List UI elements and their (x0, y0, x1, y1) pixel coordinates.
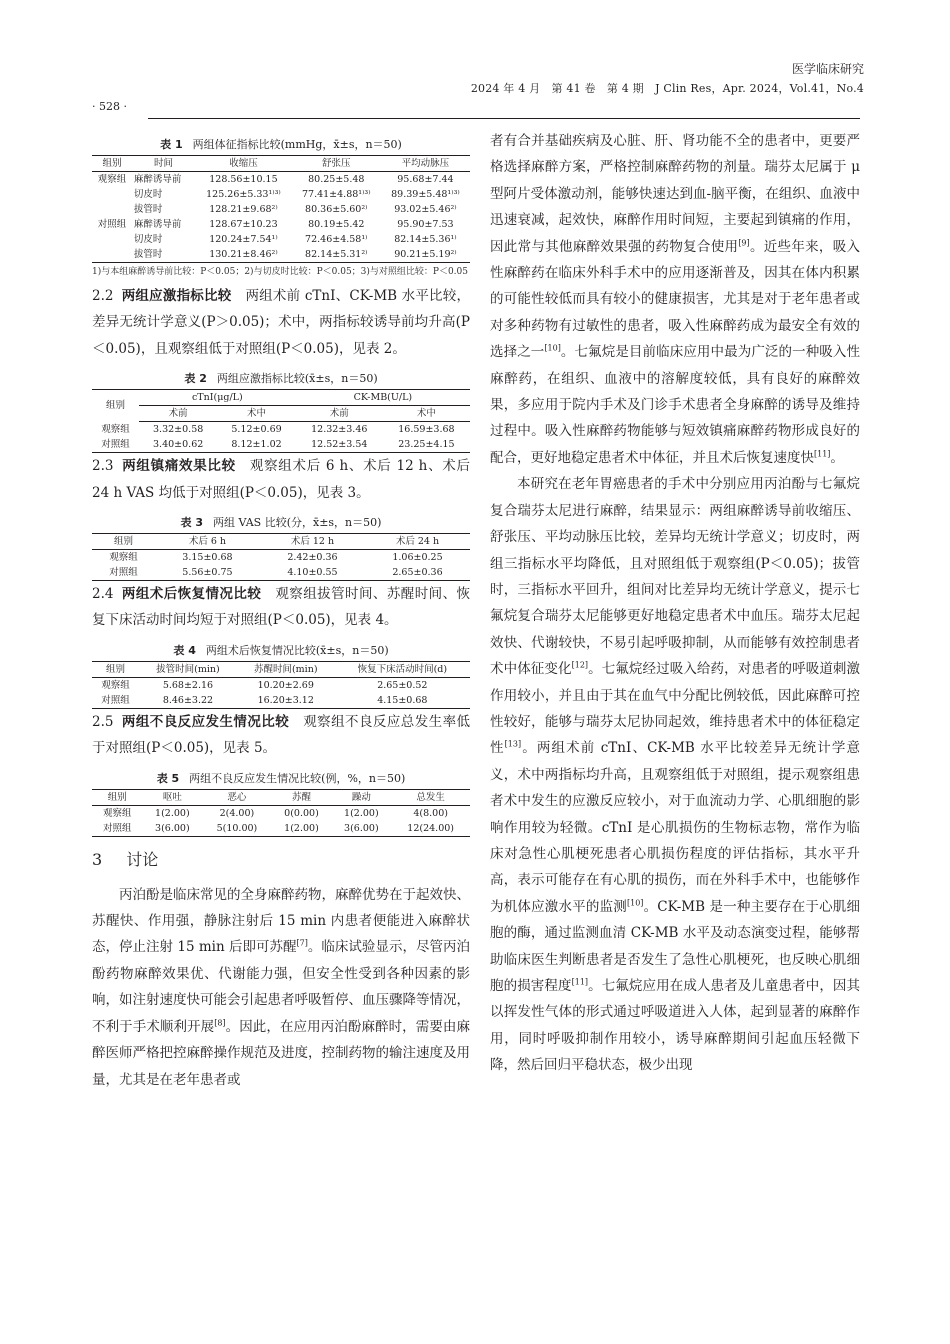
text-run: 。七氟烷经过吸入给药，对患者的呼吸道刺激作用较小，并且由于其在血气中分配比例较低，因此麻醉可控性较好，能够与瑞芬太尼协同起效，维持患者术中的体征稳定性 (490, 661, 861, 757)
section-2-2 (92, 283, 470, 362)
table-cell: 拔管时 (133, 204, 163, 215)
section-2-4-text: 观察组拔管时间、苏醒时间、恢复下床活动时间均短于对照组(P＜0.05)，见表 4。 (92, 586, 471, 629)
table-4-number: 表 4 (173, 643, 196, 657)
table-2-number: 表 2 (184, 372, 207, 386)
table-group-header: cTnI(μg/L) (139, 390, 296, 406)
table-cell: 麻醉诱导前 (133, 174, 182, 185)
table-header-cell: 组别 (92, 534, 155, 550)
table-cell: 12(24.00) (391, 821, 470, 837)
table-cell: 89.39±5.48¹⁾³⁾ (391, 189, 460, 200)
table-group-header: CK-MB(U/L) (296, 390, 470, 406)
table-1-footnote: 1)与本组麻醉诱导前比较：P＜0.05；2)与切皮时比较：P＜0.05；3)与对照组比较：P＜0.05 (92, 267, 468, 277)
table-row (92, 821, 470, 837)
table-cell: 128.67±10.23 (209, 219, 278, 230)
table-3-caption (92, 514, 470, 530)
section-title: 两组应激指标比较 (121, 288, 232, 304)
table-cell: 对照组 (97, 219, 127, 230)
table-header-cell: 术中 (383, 406, 470, 422)
table-cell: 麻醉诱导前 (133, 219, 182, 230)
table-cell: 对照组 (92, 437, 139, 453)
table-header-cell: 恢复下床活动时间(d) (335, 661, 470, 677)
table-cell: 1.06±0.25 (392, 552, 443, 564)
table-cell: 5.12±0.69 (231, 424, 282, 436)
table-row (92, 693, 470, 709)
text-run: 者有合并基础疾病及心脏、肝、肾功能不全的患者中，更要严格选择麻醉方案，严格控制麻醉药物的剂量。瑞芬太尼属于 μ 型阿片受体激动剂，能够快速达到血-脑平衡，在组织、血液中迅速衰减，起效快，麻醉作用时间短，主要起到镇痛的作用，因此常与其他麻醉效果强的药物复合使用 (490, 133, 860, 255)
table-cell: 128.21±9.68²⁾ (209, 204, 278, 215)
table-4-header-row (92, 661, 470, 677)
table-header-cell: 苏醒时间(min) (237, 661, 335, 677)
table-cell: 16.20±3.12 (237, 693, 335, 709)
table-row (92, 202, 470, 217)
table-cell: 130.21±8.46²⁾ (195, 247, 292, 263)
table-1-caption (92, 136, 470, 152)
table-cell: 观察组 (101, 679, 130, 691)
table-header-cell: 术后 24 h (365, 534, 470, 550)
text-run: 。七氟烷是目前临床应用中最为广泛的一种吸入性麻醉药，在组织、血液中的溶解度较低，具有良好的麻醉效果，多应用于院内手术及门诊手术患者全身麻醉的诱导及维持过程中。吸入性麻醉药物能够与短效镇痛麻醉药物形成良好的配合，更好地稳定患者术中体征，并且术后恢复速度快 (490, 344, 861, 466)
table-cell: 8.12±1.02 (217, 437, 295, 453)
section-title: 讨论 (126, 849, 159, 869)
citation: [12] (571, 660, 589, 670)
section-title: 两组镇痛效果比较 (121, 458, 236, 475)
table-header-cell: 平均动脉压 (381, 156, 470, 172)
table-cell: 切皮时 (133, 234, 163, 245)
table-4-caption (92, 642, 470, 658)
table-5 (92, 789, 470, 837)
discussion-paragraph (92, 882, 470, 1093)
table-row (92, 437, 470, 453)
table-cell: 12.32±3.46 (311, 424, 368, 436)
table-cell: 80.25±5.48 (308, 174, 365, 185)
table-2-caption (92, 370, 470, 386)
section-title: 两组术后恢复情况比较 (121, 586, 262, 603)
table-cell: 2(4.00) (219, 807, 255, 819)
section-2-5-text: 观察组不良反应总发生率低于对照组(P＜0.05)，见表 5。 (92, 713, 471, 757)
table-row (92, 172, 470, 188)
table-cell: 拔管时 (132, 247, 195, 263)
table-cell: 4.10±0.55 (260, 565, 365, 581)
table-3-title: 两组 VAS 比较(分，x̄±s，n＝50) (213, 516, 382, 530)
table-cell: 5.56±0.75 (155, 565, 260, 581)
citation: [13] (504, 739, 522, 749)
table-cell: 93.02±5.46²⁾ (394, 204, 457, 215)
table-cell: 对照组 (92, 693, 139, 709)
table-cell: 观察组 (109, 552, 138, 564)
table-cell: 80.36±5.60²⁾ (305, 204, 368, 215)
page-number: · 528 · (92, 100, 127, 113)
section-2-3 (92, 453, 470, 506)
table-cell: 2.65±0.36 (365, 565, 470, 581)
table-row (92, 217, 470, 232)
table-cell: 3.15±0.68 (182, 552, 233, 564)
table-4 (92, 661, 470, 709)
table-cell: 125.26±5.33¹⁾³⁾ (206, 189, 281, 200)
table-cell: 82.14±5.36¹⁾ (394, 234, 457, 245)
table-cell: 90.21±5.19²⁾ (381, 247, 470, 263)
table-cell: 5.68±2.16 (162, 679, 214, 691)
table-cell: 10.20±2.69 (257, 679, 314, 691)
section-number: 3 (92, 849, 103, 869)
section-title: 两组不良反应发生情况比较 (121, 713, 290, 730)
table-header-cell: 苏醒 (272, 789, 332, 805)
section-2-3-text: 观察组术后 6 h、术后 12 h、术后 24 h VAS 均低于对照组(P＜0.05)，见表 3。 (92, 458, 471, 501)
table-cell: 观察组 (102, 807, 132, 819)
citation: [11] (571, 977, 589, 987)
table-cell: 0(0.00) (284, 807, 319, 819)
section-2-4-heading (92, 586, 261, 602)
text-run: 。七氟烷应用在成人患者及儿童患者中，因其以挥发性气体的形式通过呼吸道进入人体，起到显著的麻醉作用，同时呼吸抑制作用较小，诱导麻醉期间引起血压轻微下降，然后回归平稳状态，极少出现 (490, 978, 861, 1074)
text-run: 。 (830, 449, 844, 466)
section-number: 2.4 (92, 586, 114, 603)
table-cell: 1(2.00) (155, 807, 190, 819)
journal-name: 医学临床研究 (791, 62, 864, 76)
table-header-cell: 总发生 (391, 789, 470, 805)
table-1 (92, 155, 470, 263)
table-cell: 82.14±5.31²⁾ (292, 247, 381, 263)
table-1-header-row (92, 156, 470, 172)
table-row (92, 232, 470, 247)
table-cell: 对照组 (92, 821, 142, 837)
table-cell: 3.40±0.62 (139, 437, 217, 453)
table-cell: 5(10.00) (202, 821, 271, 837)
table-1-number: 表 1 (160, 138, 183, 151)
table-5-caption (92, 770, 470, 786)
table-cell: 4.15±0.68 (335, 693, 470, 709)
table-2-header-row (92, 390, 470, 406)
table-cell: 95.90±7.53 (397, 219, 454, 230)
section-number: 2.2 (92, 288, 114, 304)
section-2-2-text: 两组术前 cTnI、CK-MB 水平比较，差异无统计学意义(P＞0.05)；术中，两指标较诱导前均升高(P＜0.05)，且观察组低于对照组(P＜0.05)，见表 2。 (92, 288, 470, 357)
text-run: 。两组术前 cTnI、CK-MB 水平比较差异无统计学意义，术中两指标均升高，且观察组低于对照组，提示观察组患者术中发生的应激反应较小，对于血流动力学、心肌细胞的影响作用较为轻微。cTnI 是心肌损伤的生物标志物，常作为临床对急性心肌梗死患者心肌损伤程度的评估指标，其水平升高，表示可能存在有心肌的损伤，而在外科手术中，也能够作为机体应激水平的监测 (490, 740, 861, 915)
right-column (490, 128, 860, 1079)
table-cell: 1(2.00) (272, 821, 332, 837)
table-cell: 128.56±10.15 (209, 174, 278, 185)
table-row (92, 550, 470, 566)
left-column (92, 128, 470, 1093)
table-5-title: 两组不良反应发生情况比较(例，%，n＝50) (189, 771, 406, 785)
table-4-title: 两组术后恢复情况比较(x̄±s，n＝50) (205, 643, 389, 657)
table-cell: 3.32±0.58 (153, 424, 204, 436)
table-header-cell: 术后 6 h (155, 534, 260, 550)
table-row (92, 805, 470, 821)
table-header-cell: 躁动 (331, 789, 391, 805)
citation: [9] (738, 238, 750, 248)
table-header-cell: 收缩压 (195, 156, 292, 172)
table-cell: 120.24±7.54¹⁾ (209, 234, 278, 245)
table-3 (92, 533, 470, 581)
table-header-cell: 拔管时间(min) (139, 661, 237, 677)
table-cell: 切皮时 (133, 189, 163, 200)
table-header-cell: 时间 (132, 156, 195, 172)
text-run: 。近些年来，吸入性麻醉药在临床外科手术中的应用逐渐普及，因其在体内积累的可能性较低而具有较小的健康损害，尤其是对于老年患者或对多种药物有过敏性的患者，吸入性麻醉药成为最安全有效的选择之一 (490, 238, 861, 361)
table-5-header-row (92, 789, 470, 805)
table-cell: 16.59±3.68 (398, 424, 455, 436)
table-cell (92, 232, 132, 247)
citation: [7] (296, 938, 308, 948)
table-cell: 2.42±0.36 (287, 552, 338, 564)
table-cell: 3(6.00) (142, 821, 202, 837)
table-cell: 8.46±3.22 (139, 693, 237, 709)
table-header-cell: 舒张压 (292, 156, 381, 172)
table-cell (92, 202, 132, 217)
table-cell: 77.41±4.88¹⁾³⁾ (301, 189, 371, 200)
table-header-cell: 术前 (139, 406, 217, 422)
section-2-3-heading (92, 458, 236, 474)
table-cell: 95.68±7.44 (397, 174, 454, 185)
text-run: 。CK-MB 是一种主要存在于心肌细胞的酶，通过监测血清 CK-MB 水平及动态演变过程，能够帮助临床医生判断患者是否发生了急性心肌梗死，也反映心肌细胞的损害程度 (490, 898, 861, 994)
text-run: 。因此，在应用丙泊酚麻醉时，需要由麻醉医师严格把控麻醉操作规范及进度，控制药物的输注速度及用量，尤其是在老年患者或 (92, 1018, 470, 1088)
table-cell: 观察组 (97, 174, 127, 185)
section-number: 2.5 (92, 713, 114, 730)
header-rule (148, 118, 860, 119)
table-cell: 12.52±3.54 (296, 437, 383, 453)
issue-line: 2024 年 4 月 第 41 卷 第 4 期 J Clin Res，Apr. 2024，Vol.41，No.4 (470, 82, 864, 95)
table-header-cell: 组别 (92, 789, 142, 805)
table-header-cell: 呕吐 (142, 789, 202, 805)
table-row (92, 422, 470, 438)
table-cell: 4(8.00) (413, 807, 448, 819)
citation: [8] (214, 1018, 226, 1028)
section-2-2-heading (92, 288, 231, 304)
discussion-paragraph (490, 471, 860, 1078)
table-cell (92, 187, 132, 202)
table-header-cell: 术后 12 h (260, 534, 365, 550)
section-number: 2.3 (92, 458, 114, 475)
text-run: 。临床试验显示，尽管丙泊酚药物麻醉效果优、代谢能力强，但安全性受到各种因素的影响，如注射速度快可能会引起患者呼吸暂停、血压骤降等情况，不利于手术顺利开展 (92, 939, 471, 1035)
citation: [11] (814, 449, 831, 459)
table-row (92, 677, 470, 693)
table-2-subheader-row (92, 406, 470, 422)
section-3-heading (92, 847, 470, 870)
table-row (92, 565, 470, 581)
table-2-title: 两组应激指标比较(x̄±s，n＝50) (216, 372, 378, 386)
table-header-cell: 恶心 (202, 789, 271, 805)
discussion-paragraph (490, 128, 860, 471)
citation: [10] (544, 343, 561, 353)
table-2 (92, 389, 470, 453)
table-header-cell: 组别 (92, 390, 139, 422)
section-2-5-heading (92, 714, 289, 730)
table-cell: 23.25±4.15 (383, 437, 470, 453)
table-header-cell: 组别 (92, 661, 139, 677)
table-header-cell: 组别 (92, 156, 132, 172)
table-cell: 3(6.00) (331, 821, 391, 837)
table-cell: 观察组 (101, 423, 130, 435)
table-header-cell: 术中 (217, 406, 295, 422)
section-2-4 (92, 581, 470, 634)
section-2-5 (92, 709, 470, 762)
table-cell (92, 247, 132, 263)
table-cell: 对照组 (92, 565, 155, 581)
text-run: 丙泊酚是临床常见的全身麻醉药物，麻醉优势在于起效快、苏醒快、作用强，静脉注射后 15 min 内患者便能进入麻醉状态，停止注射 15 min 后即可苏醒 (92, 886, 470, 956)
table-row (92, 187, 470, 202)
table-5-number: 表 5 (156, 771, 180, 785)
table-1-title: 两组体征指标比较(mmHg，x̄±s，n＝50) (192, 138, 402, 151)
table-row (92, 247, 470, 263)
table-3-number: 表 3 (180, 516, 204, 530)
table-header-cell: 术前 (296, 406, 383, 422)
table-3-header-row (92, 534, 470, 550)
table-cell: 80.19±5.42 (308, 219, 365, 230)
citation: [10] (626, 898, 644, 908)
table-cell: 2.65±0.52 (377, 679, 428, 691)
table-cell: 72.46±4.58¹⁾ (305, 234, 368, 245)
table-cell: 1(2.00) (344, 807, 379, 819)
text-run: 本研究在老年胃癌患者的手术中分别应用丙泊酚与七氟烷复合瑞芬太尼进行麻醉，结果显示：两组麻醉诱导前收缩压、舒张压、平均动脉压比较，差异均无统计学意义；切皮时，两组三指标水平均降低，且对照组低于观察组(P＜0.05)；拔管时，三指标水平回升，组间对比差异均无统计学意义，提示七氟烷复合瑞芬太尼能够更好地稳定患者术中血压。瑞芬太尼起效快、代谢较快，不易引起呼吸抑制，从而能够有效控制患者术中体征变化 (490, 476, 860, 678)
